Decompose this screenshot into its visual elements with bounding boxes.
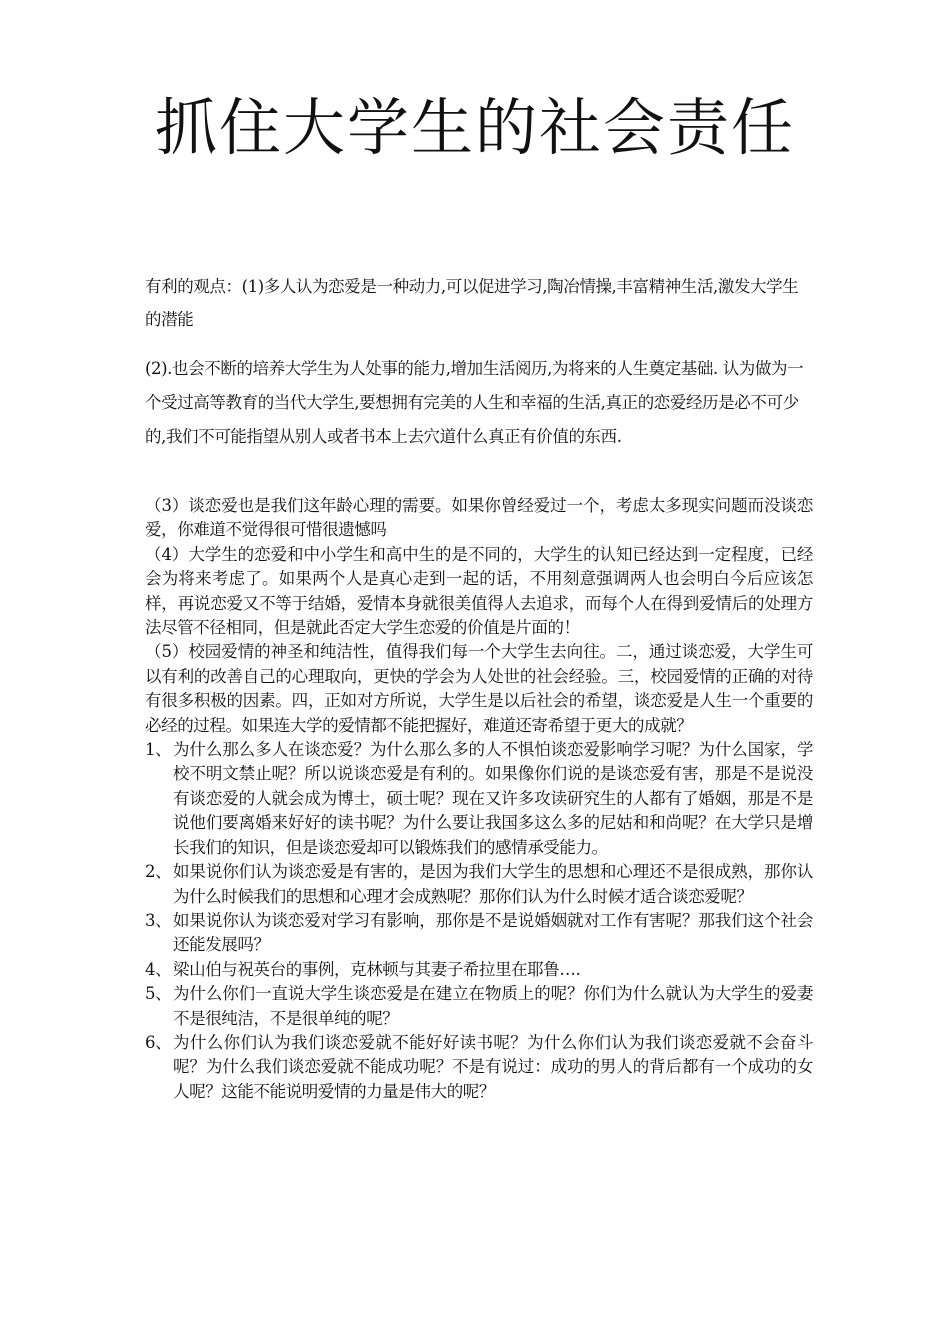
intro-paragraph-2: (2).也会不断的培养大学生为人处事的能力,增加生活阅历,为将来的人生奠定基础. 认为做为一个受过高等教育的当代大学生,要想拥有完美的人生和幸福的生活,真正的恋爱经历是必不可少的,我们不可能指望从别人或者书本上去穴道什么真正有价值的东西. [145, 359, 804, 446]
list-item-text: 为什么那么多人在谈恋爱？为什么那么多的人不惧怕谈恋爱影响学习呢？为什么国家，学校不明文禁止呢？所以说谈恋爱是有利的。如果像你们说的是谈恋爱有害，那是不是说没有谈恋爱的人就会成为博士，硕士呢？现在又许多攻读研究生的人都有了婚姻，那是不是说他们要离婚来好好的读书呢？为什么要让我国多这么多的尼姑和和尚呢？在大学只是增长我们的知识，但是谈恋爱却可以锻炼我们的感情承受能力。 [173, 740, 813, 857]
list-item [145, 738, 813, 860]
list-item [145, 958, 813, 982]
list-item-number: 3、 [145, 910, 172, 930]
list-item-text: 梁山伯与祝英台的事例，克林顿与其妻子希拉里在耶鲁…. [173, 959, 581, 979]
list-item [145, 909, 813, 958]
body-paragraph-4: （4）大学生的恋爱和中小学生和高中生的是不同的，大学生的认知已经达到一定程度，已经会为将来考虑了。如果两个人是真心走到一起的话，不用刻意强调两人也会明白今后应该怎样，再说恋爱又不等于结婚，爱情本身就很美值得人去追求，而每个人在得到爱情后的处理方法尽管不径相同，但是就此否定大学生恋爱的价值是片面的！ [145, 544, 813, 638]
list-item-number: 2、 [145, 862, 172, 882]
intro-paragraph-1: 有利的观点：(1)多人认为恋爱是一种动力,可以促进学习,陶冶情操,丰富精神生活,激发大学生的潜能 [145, 277, 799, 329]
list-item-number: 1、 [145, 740, 172, 760]
question-list [145, 738, 813, 1104]
list-item-number: 4、 [145, 959, 172, 979]
list-item-text: 为什么你们认为我们谈恋爱就不能好好读书呢？为什么你们认为我们谈恋爱就不会奋斗呢？为什么我们谈恋爱就不能成功呢？不是有说过：成功的男人的背后都有一个成功的女人呢？这能不能说明爱情的力量是伟大的呢？ [173, 1032, 813, 1101]
list-item-number: 5、 [145, 984, 172, 1004]
body-paragraph-5: （5）校园爱情的神圣和纯洁性，值得我们每一个大学生去向往。二，通过谈恋爱，大学生可以有利的改善自己的心理取向，更快的学会为人处世的社会经验。三，校园爱情的正确的对待有很多积极的因素。四，正如对方所说，大学生是以后社会的希望，谈恋爱是人生一个重要的必经的过程。如果连大学的爱情都不能把握好，难道还寄希望于更大的成就？ [145, 642, 813, 735]
list-item-text: 为什么你们一直说大学生谈恋爱是在建立在物质上的呢？你们为什么就认为大学生的爱妻不是很纯洁，不是很单纯的呢？ [173, 984, 813, 1028]
list-item [145, 982, 813, 1031]
body-paragraph-3: （3）谈恋爱也是我们这年龄心理的需要。如果你曾经爱过一个，考虑太多现实问题而没谈恋爱，你难道不觉得很可惜很遗憾吗 [145, 496, 813, 540]
list-item-text: 如果说你们认为谈恋爱是有害的，是因为我们大学生的思想和心理还不是很成熟，那你认为什么时候我们的思想和心理才会成熟呢？那你们认为什么时候才适合谈恋爱呢？ [173, 862, 813, 906]
document-body [145, 494, 813, 1104]
list-item-number: 6、 [145, 1032, 172, 1052]
document-title: 抓住大学生的社会责任 [154, 91, 795, 164]
list-item [145, 860, 813, 909]
list-item [145, 1031, 813, 1104]
list-item-text: 如果说你认为谈恋爱对学习有影响，那你是不是说婚姻就对工作有害呢？那我们这个社会还能发展吗？ [173, 910, 813, 955]
